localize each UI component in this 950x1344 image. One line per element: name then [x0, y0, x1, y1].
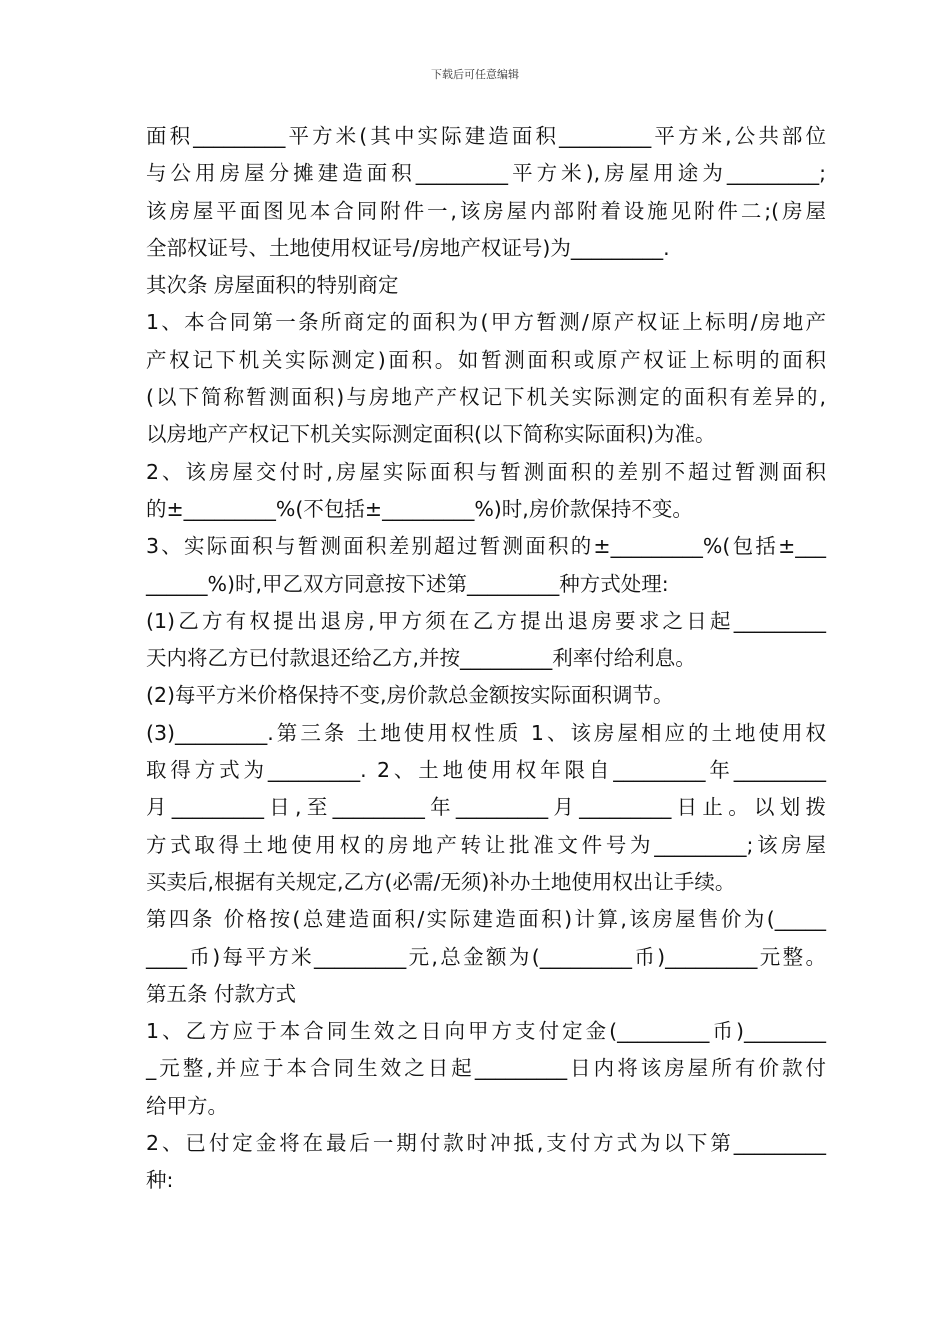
text-line: 1、本合同第一条所商定的面积为(甲方暂测/原产权证上标明/房地产	[146, 310, 826, 335]
text-line: 种:	[146, 1168, 174, 1193]
text-line: _元整,并应于本合同生效之日起_________日内将该房屋所有价款付	[146, 1056, 826, 1081]
text-line: 天内将乙方已付款退还给乙方,并按_________利率付给利息。	[146, 646, 696, 671]
text-line: 2、已付定金将在最后一期付款时冲抵,支付方式为以下第_________	[146, 1131, 826, 1156]
text-line: 的±_________%(不包括±_________%)时,房价款保持不变。	[146, 496, 693, 521]
text-line: 2、该房屋交付时,房屋实际面积与暂测面积的差别不超过暂测面积	[146, 459, 826, 484]
text-line: 买卖后,根据有关规定,乙方(必需/无须)补办土地使用权出让手续。	[146, 869, 736, 894]
text-line: 1、乙方应于本合同生效之日向甲方支付定金(_________币)________	[146, 1019, 826, 1044]
text-line: (1)乙方有权提出退房,甲方须在乙方提出退房要求之日起_________	[146, 608, 826, 633]
text-line: 给甲方。	[146, 1093, 228, 1118]
text-line: (以下简称暂测面积)与房地产产权记下机关实际测定的面积有差异的,	[146, 385, 826, 410]
page-header: 下载后可任意编辑	[431, 68, 519, 81]
text-line: 产权记下机关实际测定)面积。如暂测面积或原产权证上标明的面积	[146, 347, 826, 372]
text-line: 3、实际面积与暂测面积差别超过暂测面积的±_________%(包括±___	[146, 534, 826, 559]
text-line: ______%)时,甲乙双方同意按下述第_________种方式处理:	[146, 571, 669, 596]
text-line: (3)_________.第三条 土地使用权性质 1、该房屋相应的土地使用权	[146, 720, 826, 745]
text-line: (2)每平方米价格保持不变,房价款总金额按实际面积调节。	[146, 683, 674, 708]
document-body	[146, 118, 826, 1200]
text-line: 月_________日,至_________年_________月_________日止。以划拨	[146, 795, 826, 820]
text-line: ____币)每平方米_________元,总金额为(_________币)_________元整。	[146, 944, 826, 969]
text-line: 与公用房屋分摊建造面积_________平方米),房屋用途为_________;	[146, 161, 826, 186]
text-line: 第四条 价格按(总建造面积/实际建造面积)计算,该房屋售价为(_____	[146, 907, 826, 932]
text-line: 取得方式为_________. 2、土地使用权年限自_________年_________	[146, 758, 826, 783]
text-line: 面积_________平方米(其中实际建造面积_________平方米,公共部位	[146, 124, 826, 148]
text-line: 方式取得土地使用权的房地产转让批准文件号为_________;该房屋	[146, 832, 826, 857]
text-line: 该房屋平面图见本合同附件一,该房屋内部附着设施见附件二;(房屋	[146, 198, 826, 223]
text-line: 第五条 付款方式	[146, 981, 297, 1006]
text-line: 以房地产产权记下机关实际测定面积(以下简称实际面积)为准。	[146, 422, 716, 447]
text-line: 其次条 房屋面积的特别商定	[146, 273, 399, 298]
text-line: 全部权证号、土地使用权证号/房地产权证号)为_________.	[146, 235, 670, 260]
